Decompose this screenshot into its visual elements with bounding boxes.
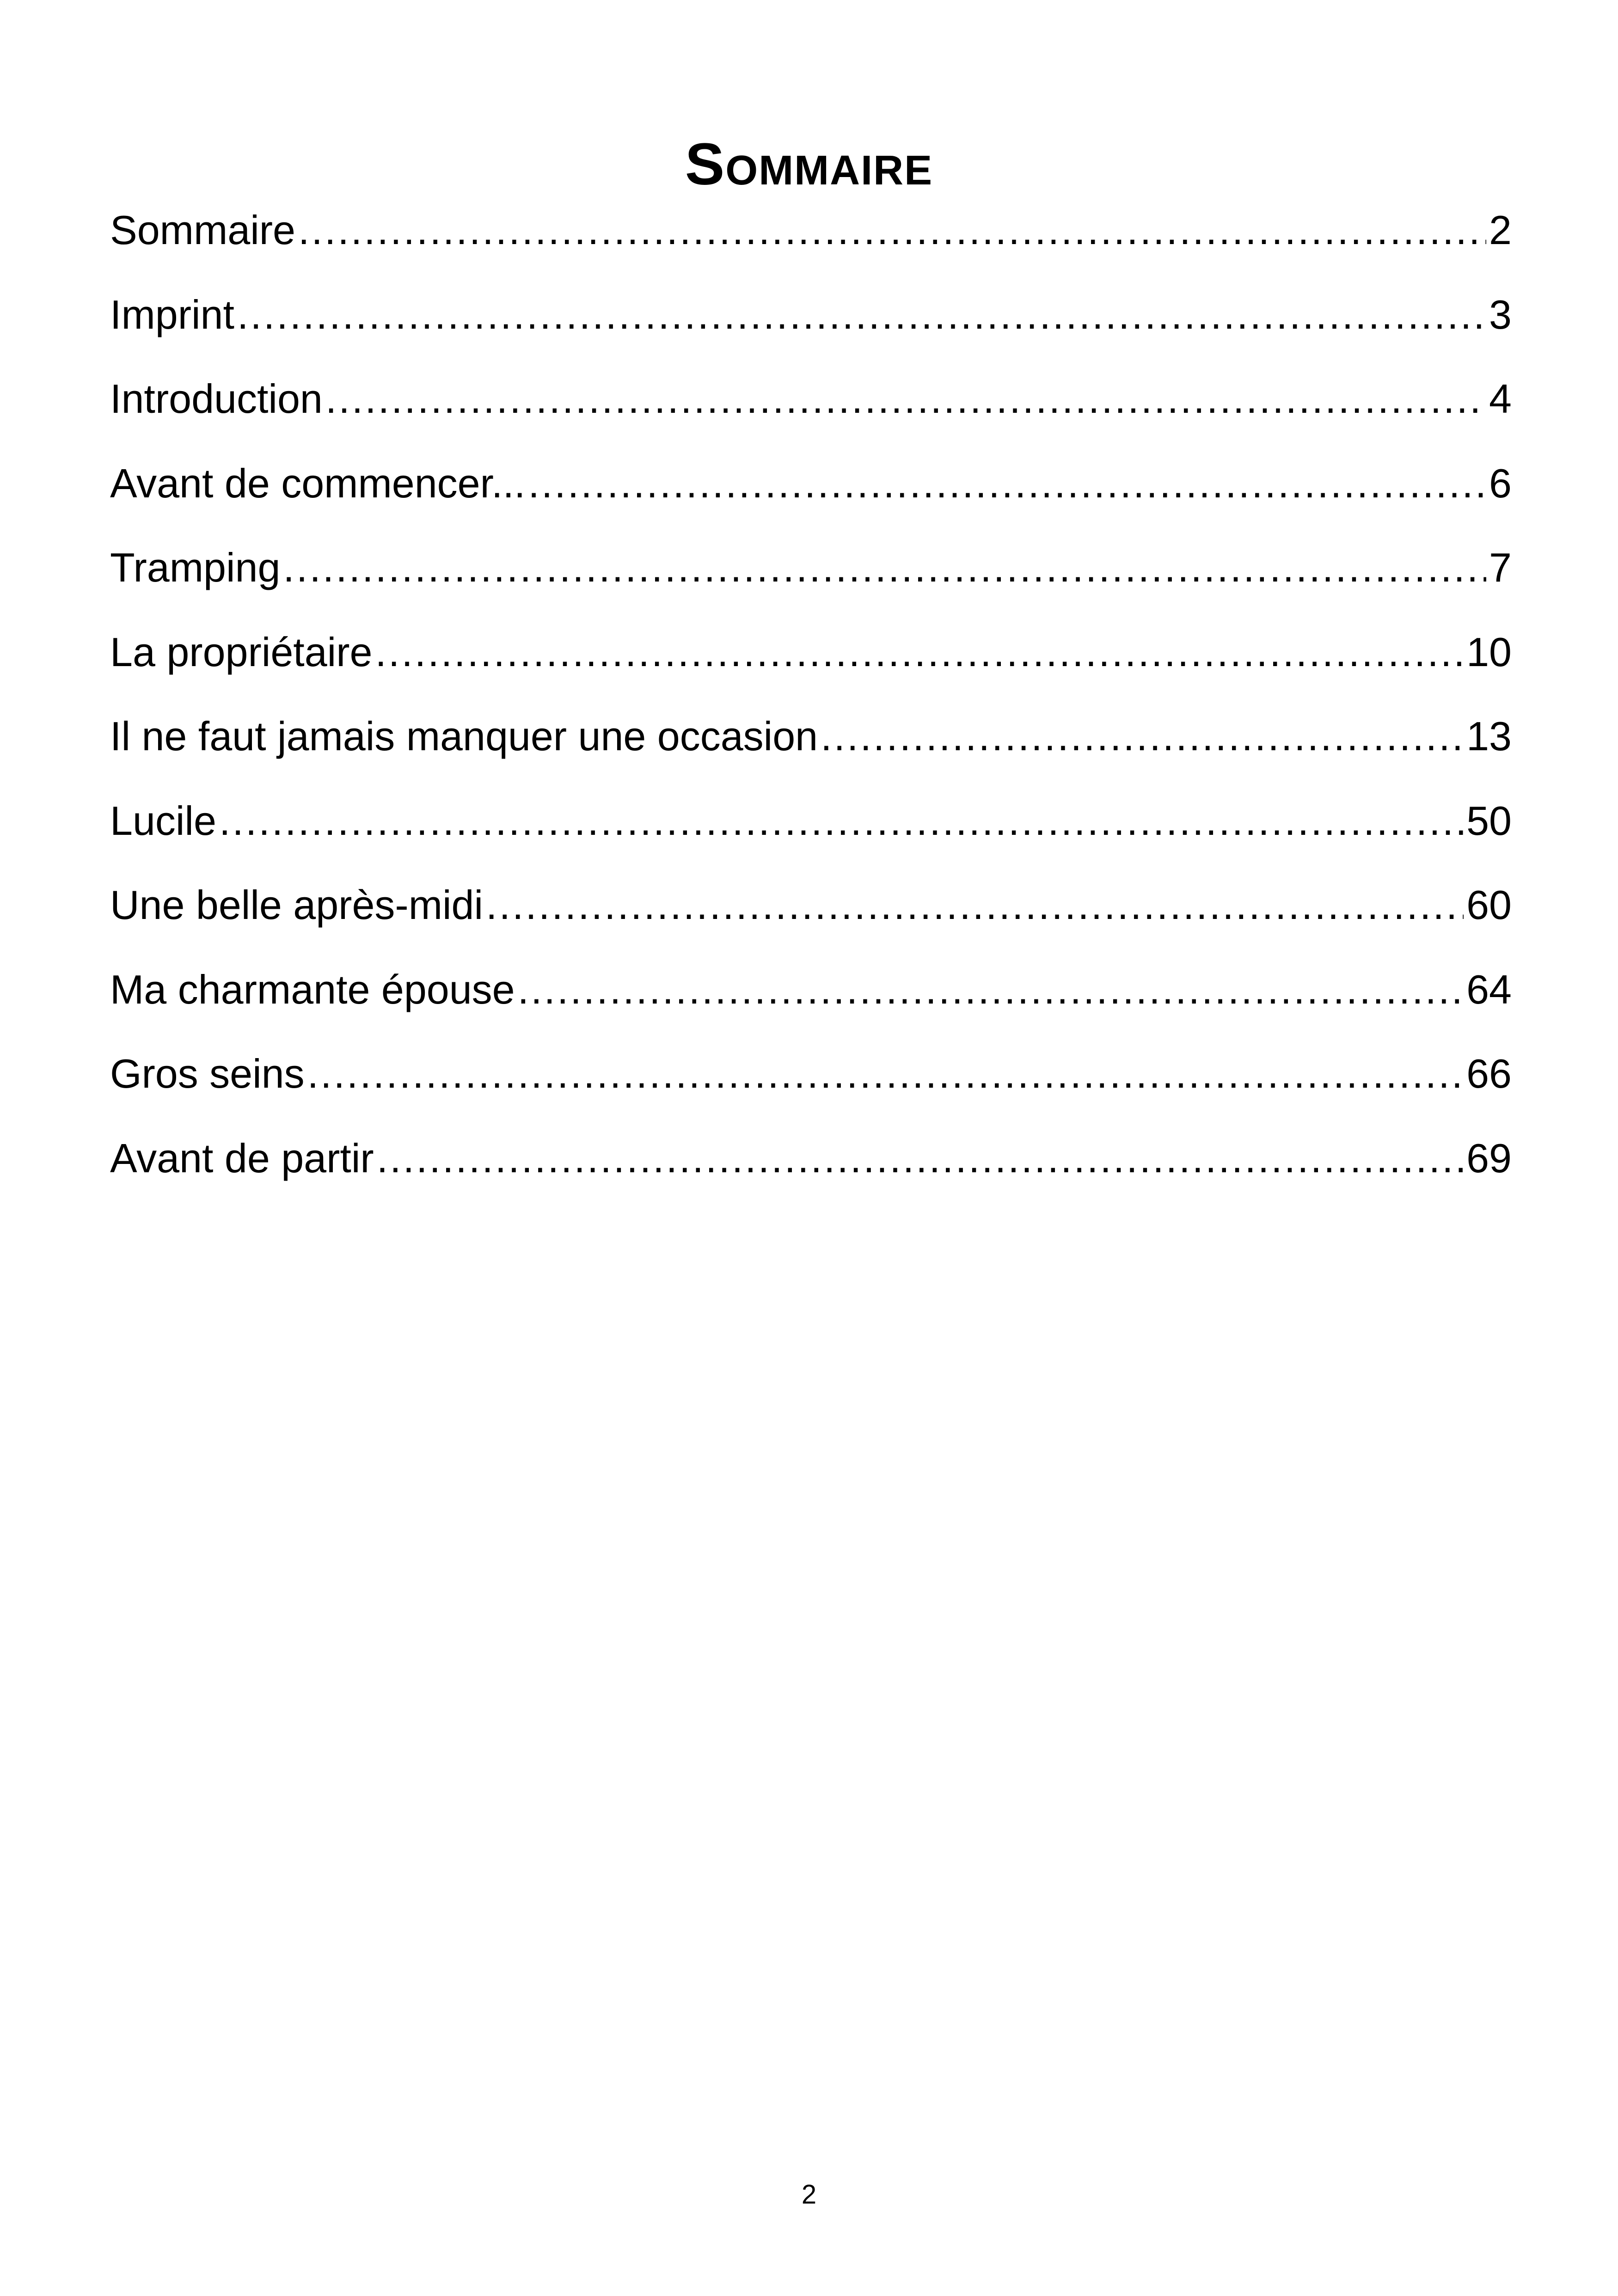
toc-entry[interactable] <box>110 535 1512 620</box>
toc-entry-label[interactable]: Avant de partir <box>110 1135 374 1181</box>
toc-entry-page[interactable]: 69 <box>1466 1135 1512 1181</box>
toc-entry[interactable] <box>110 282 1512 367</box>
page-title: Sommaire <box>685 131 933 197</box>
dot-leader <box>283 535 1486 600</box>
dot-leader <box>219 789 1464 853</box>
toc-entry-page[interactable]: 2 <box>1489 207 1512 253</box>
dot-leader <box>325 367 1486 431</box>
toc-entry-label[interactable]: Gros seins <box>110 1051 305 1096</box>
toc-entry-label[interactable]: Avant de commencer... <box>110 460 526 506</box>
dot-leader <box>298 198 1486 263</box>
toc-entry-label[interactable]: Il ne faut jamais manquer une occasion <box>110 713 818 759</box>
toc-entry-label[interactable]: Une belle après-midi <box>110 882 484 928</box>
dot-leader <box>518 957 1464 1022</box>
toc-entry-page[interactable]: 66 <box>1466 1051 1512 1096</box>
toc-entry-label[interactable]: Ma charmante épouse <box>110 966 515 1012</box>
toc-entry-label[interactable]: Introduction <box>110 376 323 422</box>
toc-entry[interactable] <box>110 620 1512 704</box>
toc-entry-page[interactable]: 7 <box>1489 545 1512 590</box>
dot-leader <box>821 704 1464 769</box>
dot-leader <box>307 1041 1464 1106</box>
table-of-contents <box>110 198 1512 1210</box>
toc-entry[interactable] <box>110 789 1512 873</box>
toc-entry[interactable] <box>110 451 1512 536</box>
toc-entry[interactable] <box>110 1126 1512 1211</box>
dot-leader <box>375 620 1464 685</box>
dot-leader <box>528 451 1486 516</box>
toc-entry-label[interactable]: Sommaire <box>110 207 295 253</box>
dot-leader <box>237 282 1486 347</box>
toc-entry-page[interactable]: 13 <box>1466 713 1512 759</box>
toc-entry-page[interactable]: 50 <box>1466 797 1512 844</box>
toc-entry[interactable] <box>110 198 1512 282</box>
toc-entry-page[interactable]: 3 <box>1489 291 1512 337</box>
toc-entry-page[interactable]: 6 <box>1489 460 1512 506</box>
toc-entry[interactable] <box>110 873 1512 957</box>
toc-entry[interactable] <box>110 957 1512 1042</box>
toc-entry-label[interactable]: La propriétaire <box>110 629 373 675</box>
toc-entry-label[interactable]: Tramping <box>110 545 281 590</box>
toc-entry[interactable] <box>110 704 1512 789</box>
toc-entry-label[interactable]: Lucile <box>110 797 216 844</box>
toc-entry-page[interactable]: 64 <box>1466 966 1512 1012</box>
footer-page-number: 2 <box>801 2180 817 2210</box>
toc-entry[interactable] <box>110 1041 1512 1126</box>
toc-entry-page[interactable]: 4 <box>1489 376 1512 422</box>
toc-entry[interactable] <box>110 367 1512 451</box>
dot-leader <box>486 873 1464 937</box>
toc-entry-page[interactable]: 10 <box>1466 629 1512 675</box>
dot-leader <box>377 1126 1464 1191</box>
toc-entry-page[interactable]: 60 <box>1466 882 1512 928</box>
toc-entry-label[interactable]: Imprint <box>110 291 234 337</box>
